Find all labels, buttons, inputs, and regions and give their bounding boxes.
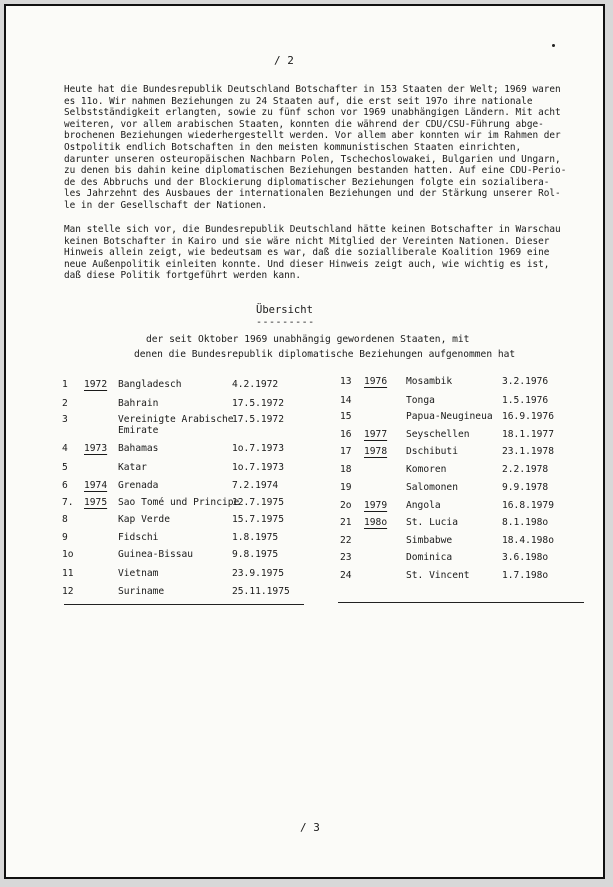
row-number: 24 — [340, 570, 352, 581]
page-footer: / 3 — [300, 821, 320, 834]
country-name: Katar — [118, 462, 147, 473]
year-label: 1979 — [364, 500, 388, 511]
year-label: 1978 — [364, 446, 388, 457]
country-name: Angola — [406, 500, 441, 511]
row-number: 12 — [62, 586, 74, 597]
overview-title: Übersicht — [256, 304, 313, 316]
country-name: Papua-Neugineua — [406, 411, 493, 422]
row-number: 6 — [62, 480, 68, 491]
country-name: Suriname — [118, 586, 165, 597]
country-name: Kap Verde — [118, 514, 170, 525]
date-value: 9.9.1978 — [502, 482, 549, 493]
date-value: 3.6.198o — [502, 552, 549, 563]
date-value: 1.5.1976 — [502, 395, 549, 406]
paragraph-line: daß diese Politik fortgeführt werden kann. — [64, 270, 302, 282]
date-value: 1.8.1975 — [232, 532, 279, 543]
row-number: 11 — [62, 568, 74, 579]
row-number: 15 — [340, 411, 352, 422]
date-value: 2.2.1978 — [502, 464, 549, 475]
overview-subtitle-1: der seit Oktober 1969 unabhängig gewordenen Staaten, mit — [146, 334, 470, 345]
date-value: 23.9.1975 — [232, 568, 284, 579]
year-label: 1976 — [364, 376, 388, 387]
row-number: 14 — [340, 395, 352, 406]
country-name: Grenada — [118, 480, 159, 491]
date-value: 9.8.1975 — [232, 549, 279, 560]
paragraph-line: keinen Botschafter in Kairo und sie wäre nicht Mitglied der Vereinten Nationen. Dieser — [64, 235, 550, 247]
paragraph-line: es 11o. Wir nahmen Beziehungen zu 24 Staaten auf, die erst seit 197o ihre nationale — [64, 95, 533, 107]
year-label: 198o — [364, 517, 388, 528]
country-name: Tonga — [406, 395, 435, 406]
paragraph-line: zu denen bis dahin keine diplomatischen Beziehungen bestanden hatten. Auf eine CDU-Perio- — [64, 165, 567, 177]
paragraph-line: Ostpolitik endlich Botschaften in den meisten kommunistischen Staaten einrichten, — [64, 141, 522, 153]
row-number: 23 — [340, 552, 352, 563]
row-number: 4 — [62, 443, 68, 454]
country-name: Bahrain — [118, 398, 159, 409]
date-value: 1o.7.1973 — [232, 443, 284, 454]
row-number: 2o — [340, 500, 352, 511]
country-name: Fidschi — [118, 532, 159, 543]
date-value: 23.1.1978 — [502, 446, 554, 457]
country-name: Simbabwe — [406, 535, 453, 546]
table-bottom-rule-right — [338, 602, 584, 603]
date-value: 7.2.1974 — [232, 480, 279, 491]
date-value: 17.5.1972 — [232, 414, 284, 425]
paragraph-line: darunter unseren osteuropäischen Nachbarn Polen, Tschechoslowakei, Bulgarien und Ungarn, — [64, 153, 561, 165]
row-number: 16 — [340, 429, 352, 440]
year-label: 1972 — [84, 379, 108, 390]
row-number: 1 — [62, 379, 68, 390]
row-number: 21 — [340, 517, 352, 528]
paragraph-line: Heute hat die Bundesrepublik Deutschland Botschafter in 153 Staaten der Welt; 1969 waren — [64, 84, 561, 95]
overview-underline: --------- — [256, 317, 315, 328]
country-name-line-2: Emirate — [118, 425, 159, 436]
date-value: 8.1.198o — [502, 517, 549, 528]
row-number: 1o — [62, 549, 74, 560]
year-label: 1977 — [364, 429, 388, 440]
country-name: Dominica — [406, 552, 453, 563]
country-name: Dschibuti — [406, 446, 458, 457]
country-name: Bahamas — [118, 443, 159, 454]
row-number: 5 — [62, 462, 68, 473]
paragraph-line: Man stelle sich vor, die Bundesrepublik Deutschland hätte keinen Botschafter in Warschau — [64, 224, 561, 235]
date-value: 15.7.1975 — [232, 514, 284, 525]
date-value: 16.8.1979 — [502, 500, 554, 511]
date-value: 18.4.198o — [502, 535, 554, 546]
row-number: 8 — [62, 514, 68, 525]
paragraph-line: les Jahrzehnt des Ausbaues der internationalen Beziehungen und der Stärkung unserer Rol- — [64, 188, 561, 200]
country-name: Bangladesch — [118, 379, 182, 390]
country-name: Vereinigte Arabische — [118, 414, 234, 425]
paragraph-line: weiteren, vor allem arabischen Staaten, konnten die während der CDU/CSU-Führung abge- — [64, 118, 544, 130]
date-value: 3.2.1976 — [502, 376, 549, 387]
date-value: 18.1.1977 — [502, 429, 554, 440]
table-bottom-rule-left — [64, 604, 304, 605]
year-label: 1974 — [84, 480, 108, 491]
row-number: 7. — [62, 497, 74, 508]
country-name: Komoren — [406, 464, 447, 475]
row-number: 22 — [340, 535, 352, 546]
paragraph-line: Selbstständigkeit erlangten, sowie zu fünf schon vor 1969 unabhängigen Ländern. Mit acht — [64, 107, 561, 119]
row-number: 3 — [62, 414, 68, 425]
year-label: 1973 — [84, 443, 108, 454]
date-value: 16.9.1976 — [502, 411, 554, 422]
date-value: 1.7.198o — [502, 570, 549, 581]
paragraph-line: Hinweis allein zeigt, wie bedeutsam es war, daß die sozialliberale Koalition 1969 eine — [64, 247, 550, 259]
row-number: 2 — [62, 398, 68, 409]
row-number: 17 — [340, 446, 352, 457]
overview-subtitle-2: denen die Bundesrepublik diplomatische Beziehungen aufgenommen hat — [134, 349, 516, 360]
country-name: St. Lucia — [406, 517, 458, 528]
date-value: 4.2.1972 — [232, 379, 279, 390]
row-number: 9 — [62, 532, 68, 543]
date-value: 25.11.1975 — [232, 586, 290, 597]
page-header: / 2 — [274, 54, 294, 67]
document-page — [4, 4, 605, 879]
date-value: 17.5.1972 — [232, 398, 284, 409]
country-name: Seyschellen — [406, 429, 470, 440]
paragraph-line: de des Abbruchs und der Blockierung diplomatischer Beziehungen folgte ein sozialibera- — [64, 176, 550, 188]
row-number: 13 — [340, 376, 352, 387]
paragraph-line: le in der Gesellschaft der Nationen. — [64, 199, 268, 211]
country-name: Sao Tomé und Principe — [118, 497, 240, 508]
corner-mark — [552, 44, 555, 47]
paragraph-line: brochenen Beziehungen wiederhergestellt werden. Vor allem aber konnten wir im Rahmen der — [64, 130, 561, 142]
country-name: Guinea-Bissau — [118, 549, 194, 560]
country-name: Vietnam — [118, 568, 159, 579]
year-label: 1975 — [84, 497, 108, 508]
paragraph-2 — [64, 224, 584, 282]
country-name: Mosambik — [406, 376, 453, 387]
paragraph-1 — [64, 84, 584, 212]
country-name: Salomonen — [406, 482, 458, 493]
row-number: 18 — [340, 464, 352, 475]
paragraph-line: neue Außenpolitik einleiten konnte. Und dieser Hinweis zeigt auch, wie wichtig es ist, — [64, 258, 550, 270]
country-name: St. Vincent — [406, 570, 470, 581]
date-value: 12.7.1975 — [232, 497, 284, 508]
row-number: 19 — [340, 482, 352, 493]
date-value: 1o.7.1973 — [232, 462, 284, 473]
